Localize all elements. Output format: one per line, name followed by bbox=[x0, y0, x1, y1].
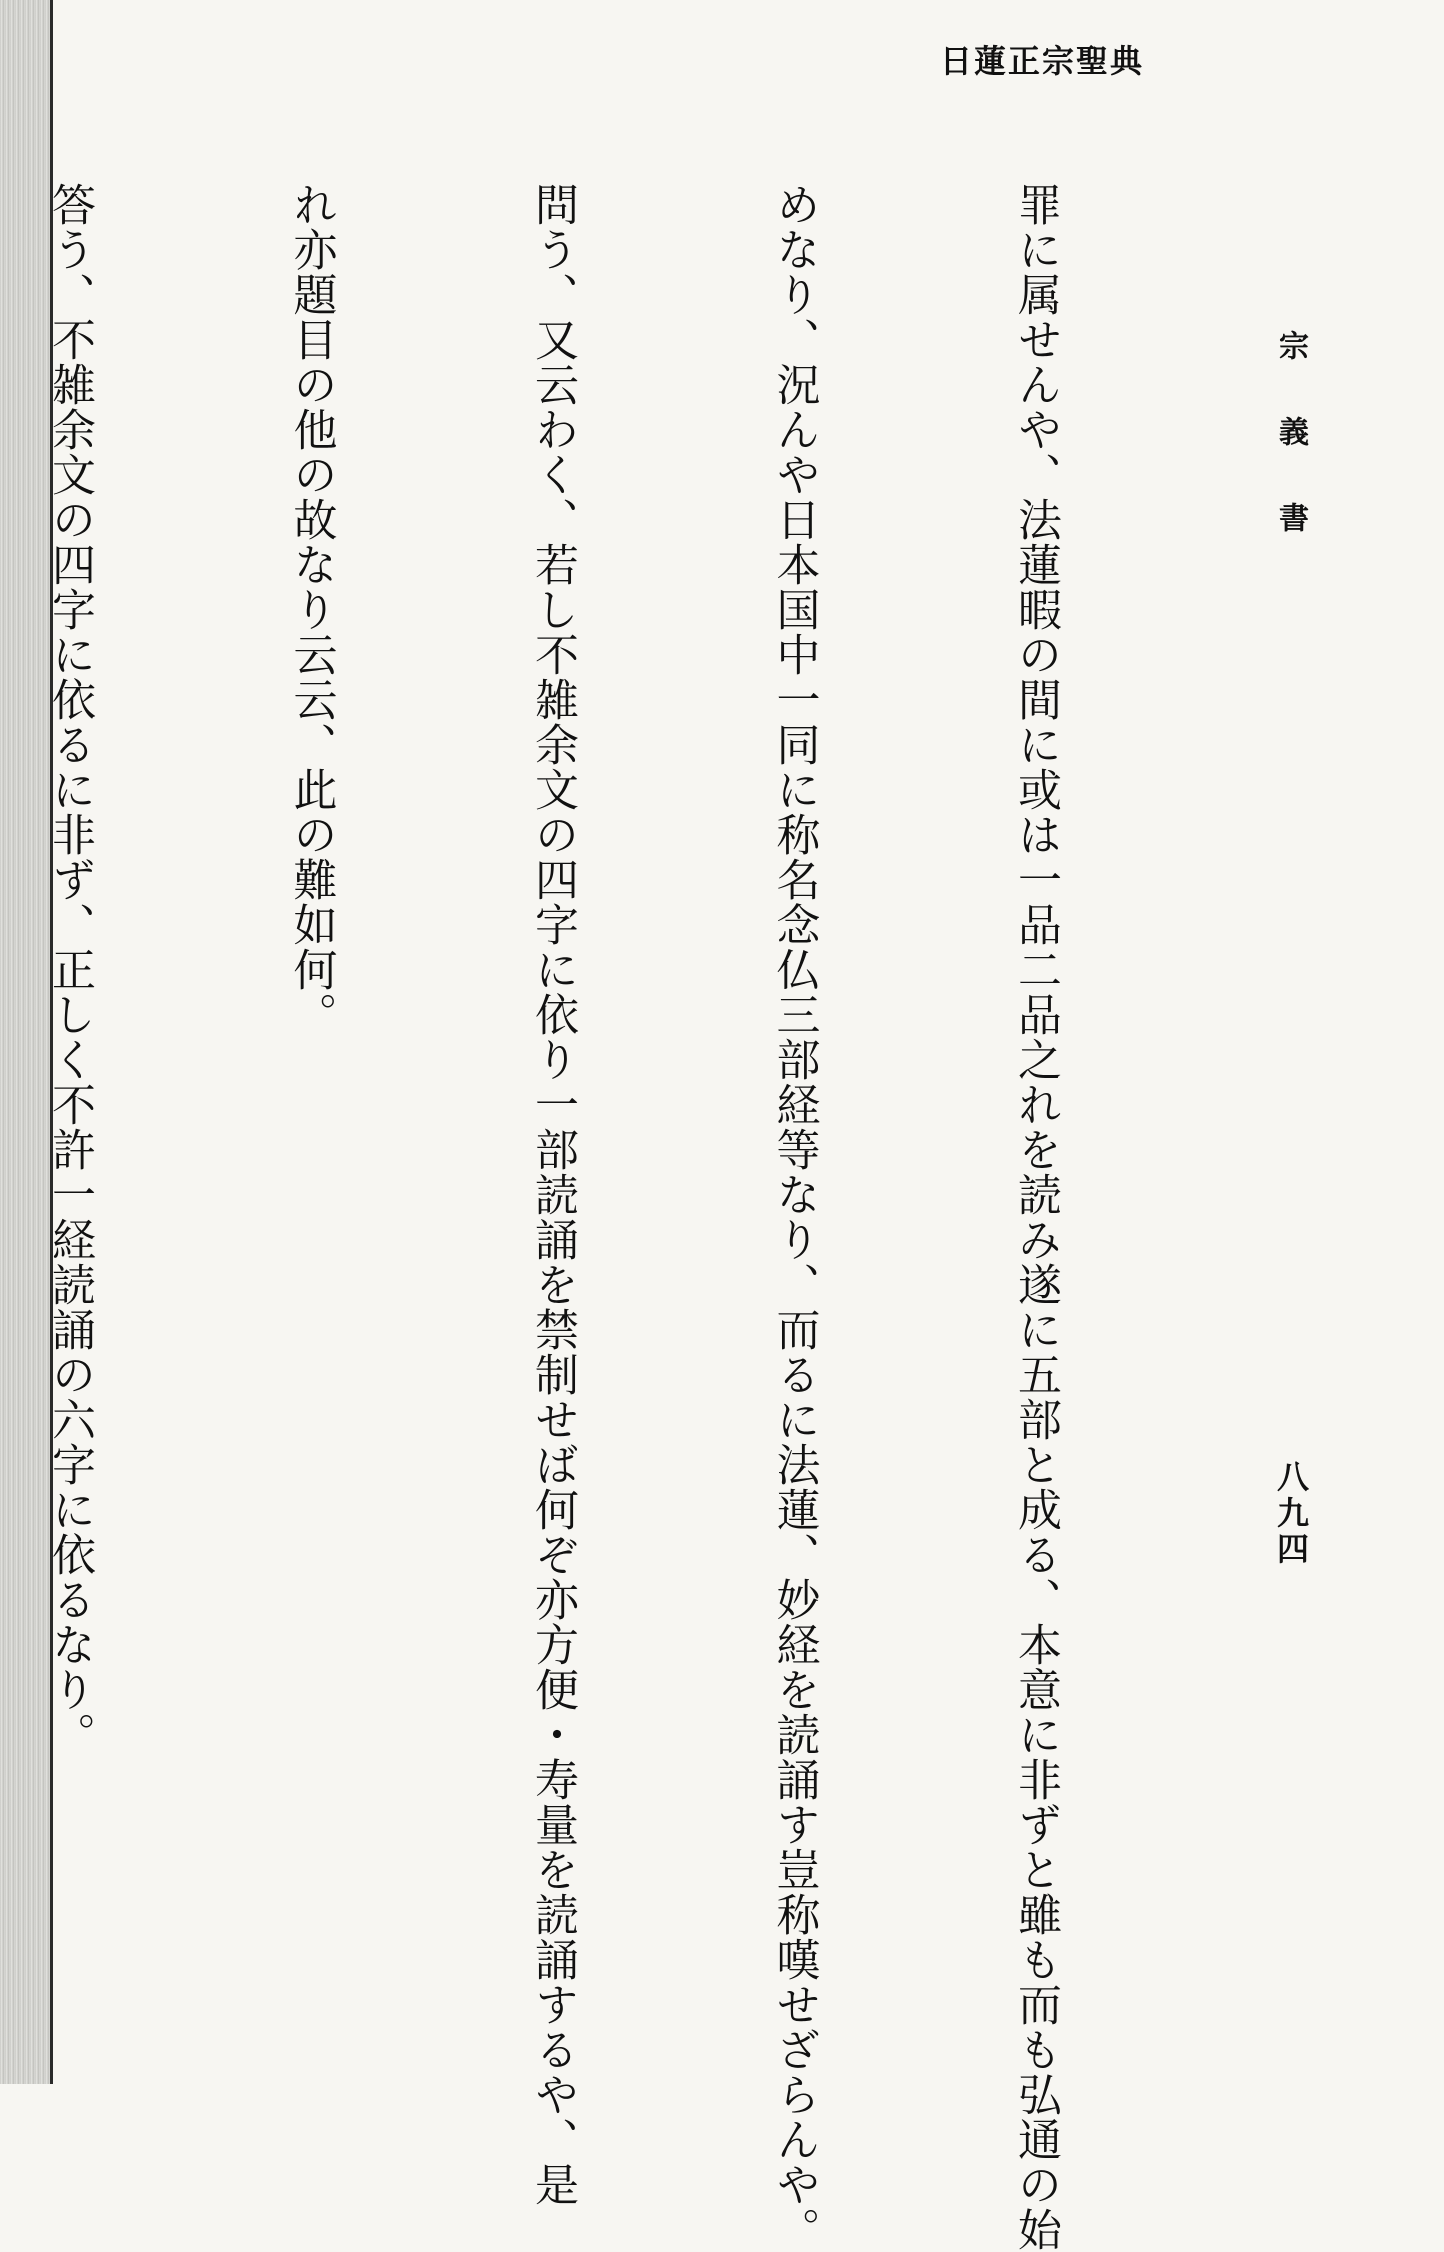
text-line: 問う、又云わく、若し不雑余文の四字に依り一部読誦を禁制せば何ぞ亦方便・寿量を読誦するや、是 bbox=[527, 182, 578, 2207]
vertical-body-text bbox=[44, 182, 1236, 2252]
text-line: れ亦題目の他の故なり云云、此の難如何。 bbox=[285, 182, 337, 1037]
series-title: 日蓮正宗聖典 bbox=[940, 42, 1145, 80]
text-line: 答う、不雑余文の四字に依るに非ず、正しく不許一経読誦の六字に依るなり。 bbox=[44, 182, 95, 1757]
page-number: 八九四 bbox=[1272, 1460, 1310, 1568]
text-line: めなり、況んや日本国中一同に称名念仏三部経等なり、而るに法蓮、妙経を読誦す豈称嘆せざらんや。 bbox=[768, 182, 820, 2252]
text-line: 罪に属せんや、法蓮暇の間に或は一品二品之れを読み遂に五部と成る、本意に非ずと雖も而も弘通の始 bbox=[1010, 182, 1061, 2252]
chapter-title: 宗義書 bbox=[1273, 330, 1308, 588]
